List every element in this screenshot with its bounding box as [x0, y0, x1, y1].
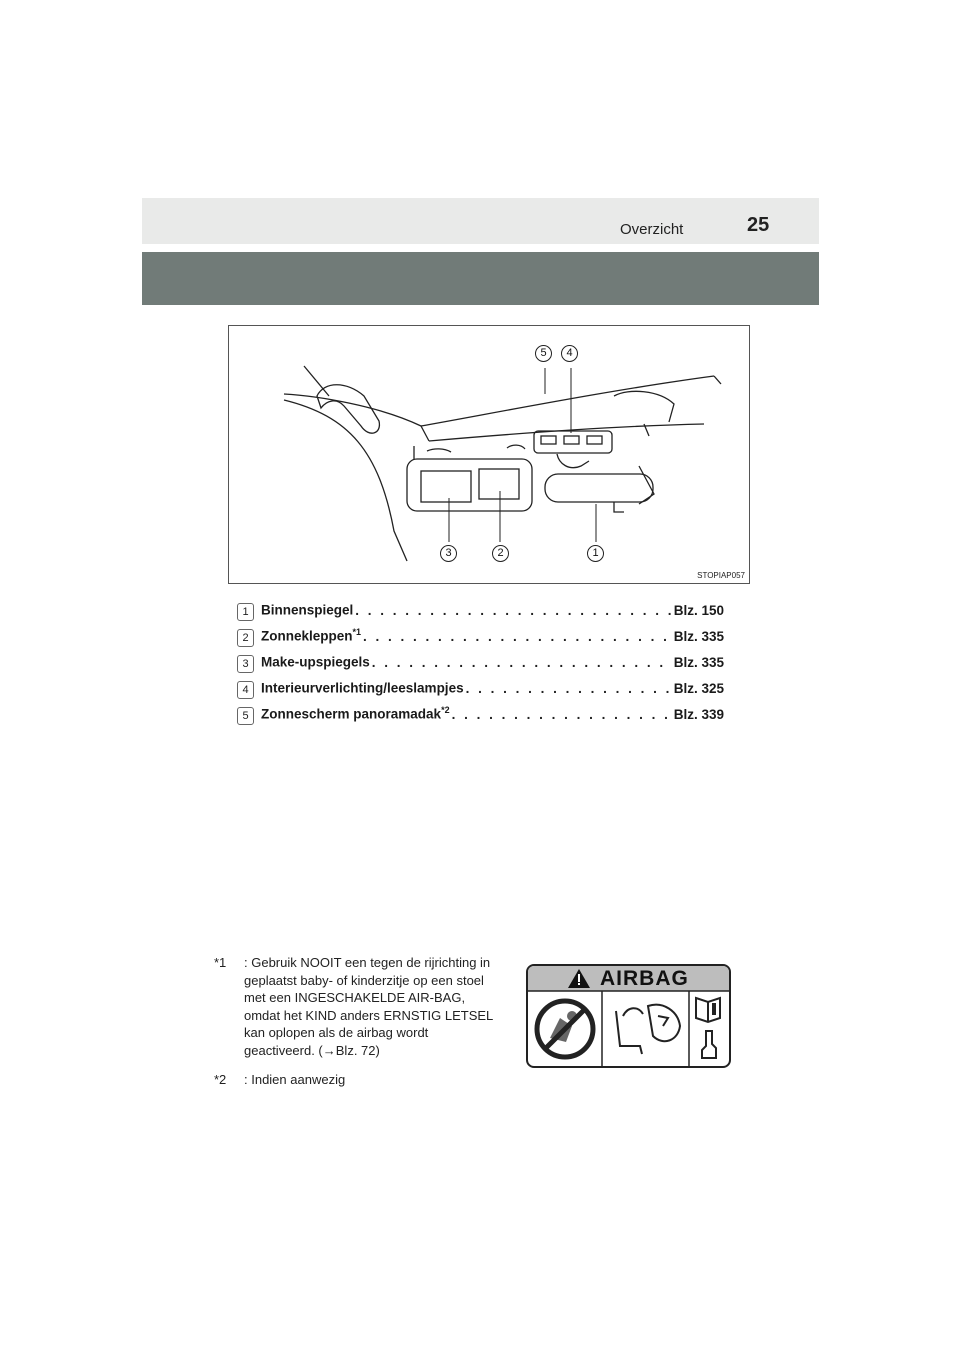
item-label: Zonnescherm panoramadak$^{*2}$	[261, 705, 450, 722]
item-page-ref[interactable]: Blz. 150	[673, 602, 724, 618]
item-label: Zonnekleppen$^{*1}$	[261, 627, 362, 644]
callout-2: 2	[492, 545, 509, 562]
warning-triangle-icon	[568, 969, 590, 988]
figure-code: STOPIAP057	[697, 571, 745, 580]
section-bar	[142, 252, 819, 305]
item-number: 3	[237, 655, 254, 673]
dot-leader	[363, 629, 672, 644]
item-number: 2	[237, 629, 254, 647]
item-label: Make-upspiegels	[261, 654, 370, 670]
callout-1: 1	[587, 545, 604, 562]
no-child-seat-icon	[537, 1001, 593, 1057]
footnote-mark: *1	[214, 955, 227, 970]
item-number: 5	[237, 707, 254, 725]
callout-4: 4	[561, 345, 578, 362]
item-label: Interieurverlichting/leeslampjes	[261, 680, 464, 696]
item-label: Binnenspiegel	[261, 602, 354, 618]
dot-leader	[372, 655, 672, 670]
list-item	[237, 653, 724, 673]
item-page-ref[interactable]: Blz. 339	[673, 706, 724, 722]
item-number: 4	[237, 681, 254, 699]
list-item	[237, 679, 724, 699]
page-number: 25	[747, 214, 770, 236]
footnote-mark: *2	[214, 1072, 227, 1087]
manual-info-icon	[696, 998, 720, 1058]
airbag-title: AIRBAG	[600, 967, 689, 990]
dot-leader	[355, 603, 671, 618]
list-item	[237, 627, 724, 647]
footnote-text: : Indien aanwezig	[244, 1072, 346, 1087]
overhead-interior-illustration	[229, 326, 749, 583]
list-item	[237, 705, 724, 725]
callout-5: 5	[535, 345, 552, 362]
item-number: 1	[237, 603, 254, 621]
dot-leader	[466, 681, 672, 696]
item-page-ref[interactable]: Blz. 325	[673, 680, 724, 696]
list-item	[237, 601, 724, 621]
item-page-ref[interactable]: Blz. 335	[673, 654, 724, 670]
header-band	[142, 198, 819, 244]
footnote-text: : Gebruik NOOIT een tegen de rijrichting in geplaatst baby- of kinderzitje op een stoel met een INGESCHAKELDE AIR-BAG, omdat het KIND anders ERNSTIG LETSEL kan oplopen als de airbag wordt geactiveerd. (→Blz. 72)	[244, 955, 493, 1058]
item-page-ref[interactable]: Blz. 335	[673, 628, 724, 644]
section-title: Overzicht	[620, 221, 684, 238]
overhead-interior-figure	[228, 325, 750, 584]
callout-3: 3	[440, 545, 457, 562]
rear-facing-seat-airbag-icon	[616, 1005, 680, 1054]
dot-leader	[452, 707, 672, 722]
airbag-warning-label	[526, 964, 731, 1068]
